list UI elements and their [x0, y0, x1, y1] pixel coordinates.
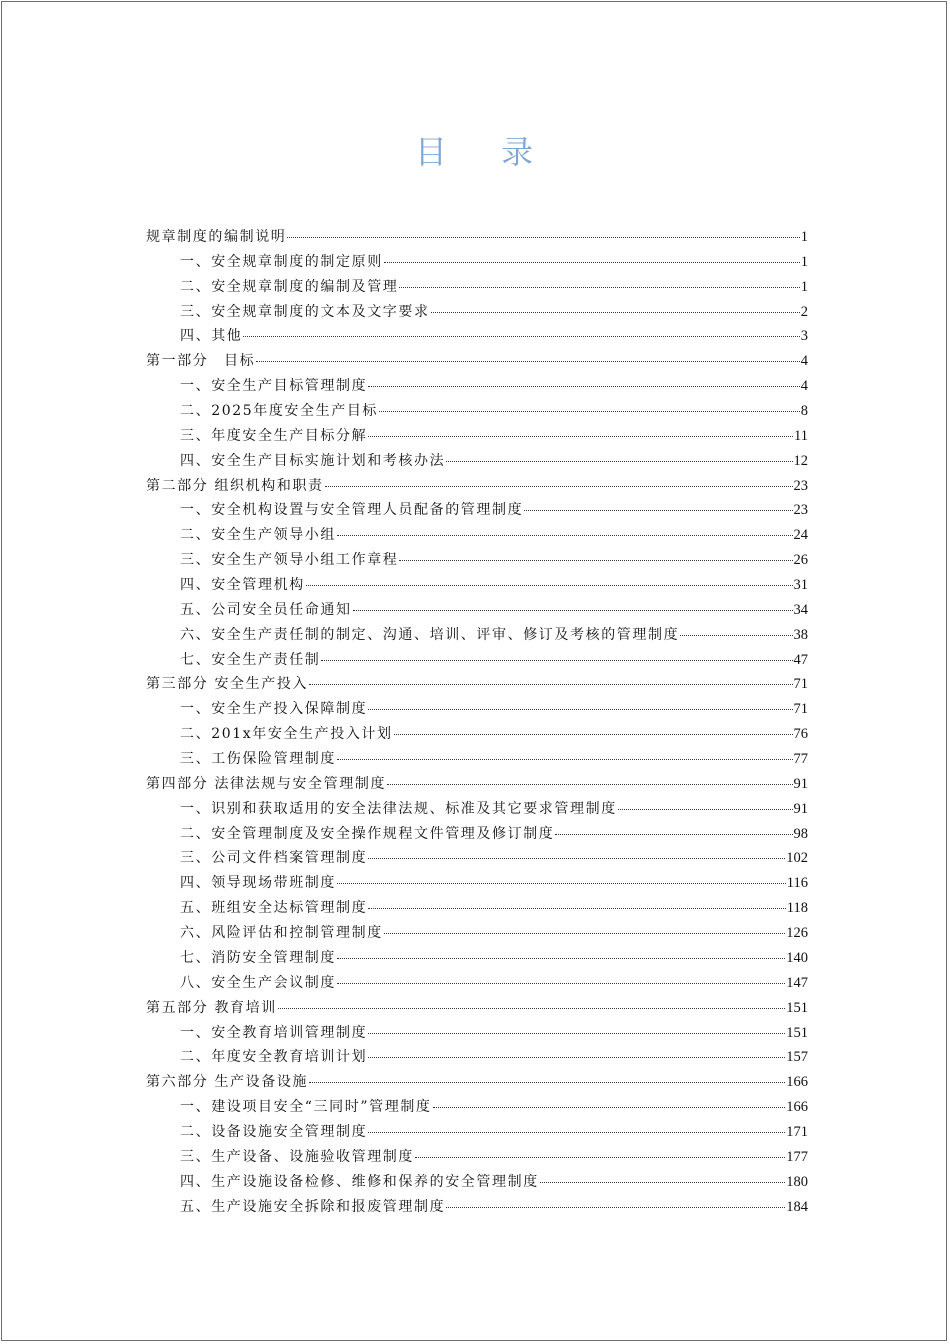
toc-dot-leader — [368, 908, 786, 909]
toc-page-number: 102 — [786, 850, 808, 867]
toc-title: 目 录 — [414, 133, 556, 171]
toc-subsection-entry[interactable] — [146, 599, 808, 624]
toc-section-entry[interactable] — [146, 475, 808, 500]
toc-subsection-entry[interactable] — [146, 400, 808, 425]
toc-subsection-entry[interactable] — [146, 872, 808, 897]
toc-subsection-entry[interactable] — [146, 1121, 808, 1146]
toc-dot-leader — [353, 610, 793, 611]
toc-dot-leader — [337, 958, 785, 959]
toc-page-number: 151 — [786, 999, 808, 1016]
toc-entry-label: 一、安全教育培训管理制度 — [180, 1024, 368, 1041]
toc-dot-leader — [337, 759, 793, 760]
toc-subsection-entry[interactable] — [146, 375, 808, 400]
toc-entry-label: 五、生产设施安全拆除和报废管理制度 — [180, 1198, 446, 1215]
toc-entry-label: 三、生产设备、设施验收管理制度 — [180, 1148, 414, 1165]
toc-entry-label: 一、安全机构设置与安全管理人员配备的管理制度 — [180, 502, 524, 519]
toc-subsection-entry[interactable] — [146, 947, 808, 972]
toc-dot-leader — [540, 1182, 785, 1183]
toc-entry-label: 二、安全规章制度的编制及管理 — [180, 278, 399, 295]
toc-dot-leader — [431, 312, 800, 313]
toc-dot-leader — [368, 858, 785, 859]
toc-dot-leader — [394, 734, 793, 735]
toc-subsection-entry[interactable] — [146, 1046, 808, 1071]
toc-page-number: 184 — [786, 1198, 808, 1215]
toc-subsection-entry[interactable] — [146, 698, 808, 723]
toc-subsection-entry[interactable] — [146, 1096, 808, 1121]
toc-page-number: 23 — [793, 502, 808, 519]
toc-entry-label: 第二部分 组织机构和职责 — [146, 477, 324, 494]
toc-page-number: 76 — [793, 726, 808, 743]
toc-page-number: 1 — [800, 278, 808, 295]
toc-entry-label: 二、安全管理制度及安全操作规程文件管理及修订制度 — [180, 825, 555, 842]
toc-entry-label: 三、安全规章制度的文本及文字要求 — [180, 303, 430, 320]
toc-page-number: 8 — [800, 403, 808, 420]
toc-subsection-entry[interactable] — [146, 624, 808, 649]
toc-page-number: 71 — [793, 676, 808, 693]
toc-page-number: 24 — [793, 527, 808, 544]
toc-dot-leader — [368, 709, 792, 710]
toc-page-number: 171 — [786, 1123, 808, 1140]
toc-dot-leader — [399, 287, 799, 288]
toc-entry-label: 二、安全生产领导小组 — [180, 527, 336, 544]
toc-page-number: 11 — [794, 427, 808, 444]
toc-dot-leader — [337, 535, 793, 536]
toc-subsection-entry[interactable] — [146, 922, 808, 947]
toc-subsection-entry[interactable] — [146, 450, 808, 475]
toc-subsection-entry[interactable] — [146, 897, 808, 922]
toc-page-number: 91 — [793, 800, 808, 817]
toc-subsection-entry[interactable] — [146, 425, 808, 450]
toc-entry-label: 四、领导现场带班制度 — [180, 875, 336, 892]
toc-dot-leader — [368, 436, 793, 437]
toc-subsection-entry[interactable] — [146, 823, 808, 848]
toc-page-number: 31 — [793, 577, 808, 594]
toc-entry-label: 六、风险评估和控制管理制度 — [180, 925, 383, 942]
toc-dot-leader — [309, 1082, 785, 1083]
toc-subsection-entry[interactable] — [146, 499, 808, 524]
toc-page-number: 71 — [793, 701, 808, 718]
toc-page-number: 91 — [793, 775, 808, 792]
toc-subsection-entry[interactable] — [146, 1146, 808, 1171]
toc-subsection-entry[interactable] — [146, 798, 808, 823]
toc-subsection-entry[interactable] — [146, 1196, 808, 1221]
toc-subsection-entry[interactable] — [146, 276, 808, 301]
toc-entry-label: 六、安全生产责任制的制定、沟通、培训、评审、修订及考核的管理制度 — [180, 626, 680, 643]
toc-entry-label: 七、消防安全管理制度 — [180, 949, 336, 966]
toc-section-entry[interactable] — [146, 226, 808, 251]
toc-page-number: 98 — [793, 825, 808, 842]
toc-dot-leader — [368, 386, 800, 387]
toc-subsection-entry[interactable] — [146, 723, 808, 748]
toc-subsection-entry[interactable] — [146, 847, 808, 872]
toc-dot-leader — [278, 1008, 785, 1009]
toc-section-entry[interactable] — [146, 997, 808, 1022]
toc-page-number: 4 — [800, 378, 808, 395]
toc-dot-leader — [415, 1157, 785, 1158]
toc-dot-leader — [368, 1132, 785, 1133]
toc-dot-leader — [379, 411, 800, 412]
document-page — [1, 1, 947, 1341]
toc-subsection-entry[interactable] — [146, 251, 808, 276]
toc-page-number: 3 — [800, 328, 808, 345]
toc-subsection-entry[interactable] — [146, 748, 808, 773]
toc-entry-label: 规章制度的编制说明 — [146, 229, 287, 245]
toc-subsection-entry[interactable] — [146, 649, 808, 674]
toc-entry-label: 三、工伤保险管理制度 — [180, 751, 336, 768]
toc-subsection-entry[interactable] — [146, 524, 808, 549]
toc-dot-leader — [325, 486, 793, 487]
toc-section-entry[interactable] — [146, 1071, 808, 1096]
toc-subsection-entry[interactable] — [146, 972, 808, 997]
toc-entry-label: 四、其他 — [180, 328, 243, 345]
toc-dot-leader — [368, 1057, 785, 1058]
toc-entry-label: 二、年度安全教育培训计划 — [180, 1049, 368, 1066]
toc-entry-label: 八、安全生产会议制度 — [180, 974, 336, 991]
toc-page-number: 23 — [793, 477, 808, 494]
toc-dot-leader — [433, 1107, 786, 1108]
toc-entry-label: 第三部分 安全生产投入 — [146, 676, 309, 693]
toc-entry-label: 一、识别和获取适用的安全法律法规、标准及其它要求管理制度 — [180, 800, 617, 817]
toc-dot-leader — [309, 684, 792, 685]
toc-page-number: 180 — [786, 1173, 808, 1190]
toc-page-number: 77 — [793, 751, 808, 768]
toc-dot-leader — [446, 1207, 785, 1208]
toc-page-number: 1 — [800, 253, 808, 270]
toc-dot-leader — [524, 510, 792, 511]
toc-dot-leader — [399, 560, 792, 561]
toc-subsection-entry[interactable] — [146, 325, 808, 350]
toc-entry-label: 四、生产设施设备检修、维修和保养的安全管理制度 — [180, 1173, 539, 1190]
toc-entry-label: 第四部分 法律法规与安全管理制度 — [146, 775, 387, 792]
toc-entry-label: 三、公司文件档案管理制度 — [180, 850, 368, 867]
toc-page-number: 38 — [793, 626, 808, 643]
toc-entry-label: 一、安全生产投入保障制度 — [180, 701, 368, 718]
toc-dot-leader — [368, 1033, 785, 1034]
toc-page-number: 166 — [786, 1074, 808, 1091]
toc-entry-label: 五、班组安全达标管理制度 — [180, 900, 368, 917]
table-of-contents — [146, 226, 808, 1220]
toc-subsection-entry[interactable] — [146, 1171, 808, 1196]
toc-dot-leader — [337, 883, 786, 884]
toc-page-number: 157 — [786, 1049, 808, 1066]
toc-entry-label: 四、安全生产目标实施计划和考核办法 — [180, 452, 446, 469]
toc-entry-label: 四、安全管理机构 — [180, 577, 305, 594]
toc-entry-label: 第五部分 教育培训 — [146, 999, 277, 1016]
toc-entry-label: 二、2025年度安全生产目标 — [180, 403, 379, 420]
toc-dot-leader — [384, 933, 785, 934]
toc-dot-leader — [321, 660, 792, 661]
toc-entry-label: 七、安全生产责任制 — [180, 651, 321, 668]
toc-dot-leader — [680, 635, 792, 636]
toc-dot-leader — [287, 237, 799, 238]
toc-page-number: 177 — [786, 1148, 808, 1165]
toc-page-number: 126 — [786, 925, 808, 942]
toc-dot-leader — [387, 784, 792, 785]
toc-dot-leader — [618, 809, 793, 810]
toc-page-number: 4 — [800, 353, 808, 370]
toc-section-entry[interactable] — [146, 350, 808, 375]
toc-subsection-entry[interactable] — [146, 574, 808, 599]
toc-dot-leader — [337, 983, 785, 984]
toc-page-number: 26 — [793, 552, 808, 569]
toc-dot-leader — [306, 585, 793, 586]
toc-dot-leader — [243, 336, 799, 337]
toc-subsection-entry[interactable] — [146, 549, 808, 574]
toc-entry-label: 三、安全生产领导小组工作章程 — [180, 552, 399, 569]
toc-page-number: 34 — [793, 601, 808, 618]
toc-section-entry[interactable] — [146, 773, 808, 798]
toc-page-number: 140 — [786, 949, 808, 966]
toc-page-number: 118 — [786, 900, 808, 917]
toc-entry-label: 五、公司安全员任命通知 — [180, 601, 352, 618]
toc-page-number: 116 — [786, 875, 808, 892]
toc-page-number: 151 — [786, 1024, 808, 1041]
toc-subsection-entry[interactable] — [146, 1022, 808, 1047]
toc-section-entry[interactable] — [146, 673, 808, 698]
toc-page-number: 47 — [793, 651, 808, 668]
toc-entry-label: 第六部分 生产设备设施 — [146, 1074, 309, 1091]
toc-dot-leader — [446, 461, 792, 462]
toc-page-number: 12 — [793, 452, 808, 469]
toc-entry-label: 一、安全规章制度的制定原则 — [180, 253, 383, 270]
toc-entry-label: 二、201x年安全生产投入计划 — [180, 726, 393, 743]
toc-page-number: 147 — [786, 974, 808, 991]
toc-entry-label: 一、安全生产目标管理制度 — [180, 378, 368, 395]
toc-subsection-entry[interactable] — [146, 301, 808, 326]
toc-entry-label: 二、设备设施安全管理制度 — [180, 1123, 368, 1140]
toc-dot-leader — [555, 834, 792, 835]
toc-page-number: 166 — [786, 1099, 808, 1116]
toc-dot-leader — [384, 262, 800, 263]
toc-page-number: 1 — [800, 229, 808, 245]
toc-entry-label: 三、年度安全生产目标分解 — [180, 427, 368, 444]
toc-entry-label: 第一部分 目标 — [146, 353, 256, 370]
toc-entry-label: 一、建设项目安全“三同时”管理制度 — [180, 1099, 432, 1116]
toc-dot-leader — [256, 361, 800, 362]
toc-page-number: 2 — [800, 303, 808, 320]
